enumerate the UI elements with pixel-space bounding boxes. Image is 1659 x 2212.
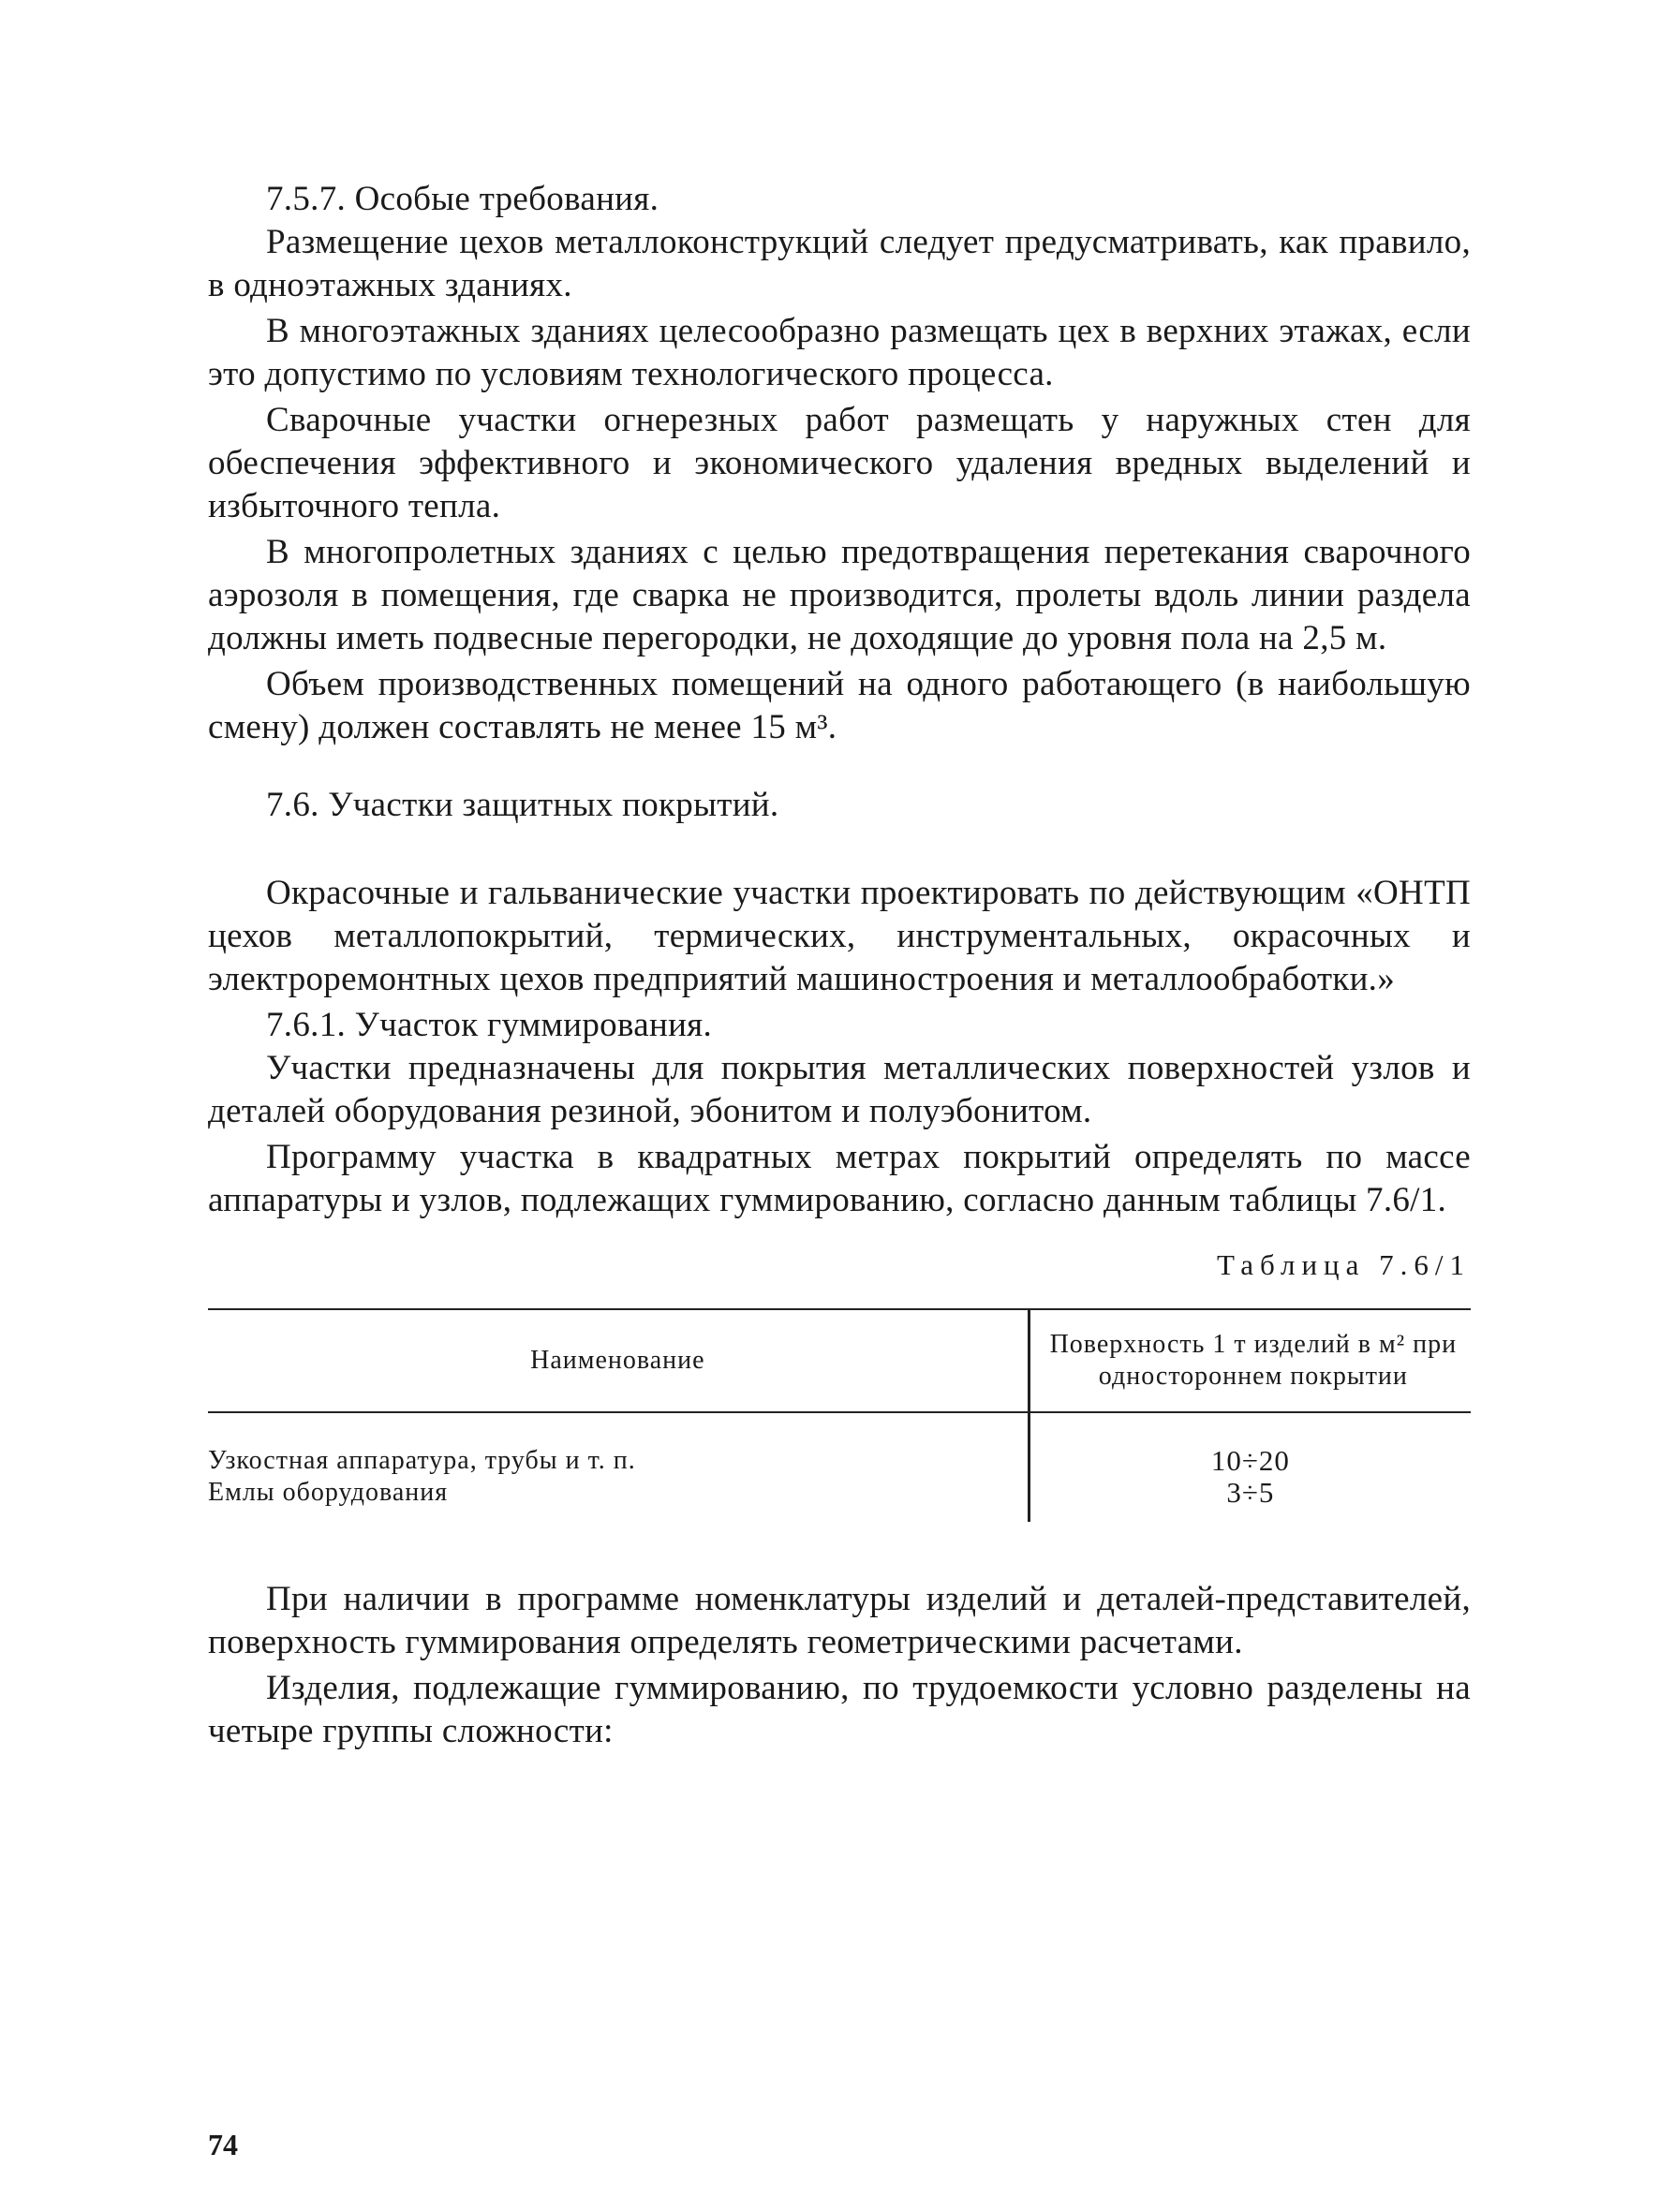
section-7-5-7-heading: 7.5.7. Особые требования. bbox=[266, 180, 659, 218]
table-header-surface: Поверхность 1 т изделий в м² при одностороннем покрытии bbox=[1029, 1309, 1471, 1412]
page-number: 74 bbox=[208, 2128, 238, 2161]
table-cell-value: 10÷20 bbox=[1029, 1412, 1471, 1477]
table-row bbox=[208, 1477, 1471, 1522]
paragraph-geometric-calculation: При наличии в программе номенклатуры изделий и деталей-представителей, поверхность гуммирования определять геометрическими расчетами. bbox=[208, 1580, 1471, 1661]
table-row bbox=[208, 1412, 1471, 1477]
table-header-name: Наименование bbox=[208, 1309, 1029, 1412]
spacer bbox=[208, 752, 1471, 784]
table-header-row bbox=[208, 1309, 1471, 1412]
surface-table bbox=[208, 1308, 1471, 1522]
paragraph-multispan-buildings: В многопролетных зданиях с целью предотвращения перетекания сварочного аэрозоля в помещения, где сварка не производится, пролеты вдоль линии раздела должны иметь подвесные перегородки, не доходящие до уровня пола на 2,5 м. bbox=[208, 533, 1471, 657]
paragraph-welding-areas: Сварочные участки огнерезных работ размещать у наружных стен для обеспечения эффективного и экономического удаления вредных выделений и избыточного тепла. bbox=[208, 401, 1471, 525]
section-7-6-heading: 7.6. Участки защитных покрытий. bbox=[266, 786, 779, 824]
section-7-6-1-heading: 7.6.1. Участок гуммирования. bbox=[266, 1006, 713, 1044]
paragraph-complexity-groups: Изделия, подлежащие гуммированию, по трудоемкости условно разделены на четыре группы сложности: bbox=[208, 1669, 1471, 1750]
spacer bbox=[208, 827, 1471, 872]
paragraph-multistorey-buildings: В многоэтажных зданиях целесообразно размещать цех в верхних этажах, если это допустимо по условиям технологического процесса. bbox=[208, 312, 1471, 393]
paragraph-metal-structures-placement: Размещение цехов металлоконструкций следует предусматривать, как правило, в одноэтажных зданиях. bbox=[208, 223, 1471, 304]
table-caption: Таблица 7.6/1 bbox=[1217, 1248, 1471, 1281]
paragraph-room-volume: Объем производственных помещений на одного работающего (в наибольшую смену) должен составлять не менее 15 м³. bbox=[208, 665, 1471, 746]
paragraph-painting-galvanic: Окрасочные и гальванические участки проектировать по действующим «ОНТП цехов металлопокрытий, термических, инструментальных, окрасочных и электроремонтных цехов предприятий машиностроения и металлообработки.» bbox=[208, 874, 1471, 998]
table-cell-value: 3÷5 bbox=[1029, 1477, 1471, 1522]
paragraph-area-program: Программу участка в квадратных метрах покрытий определять по массе аппаратуры и узлов, подлежащих гуммированию, согласно данным таблицы 7.6/1. bbox=[208, 1138, 1471, 1219]
table-cell-name: Узкостная аппаратура, трубы и т. п. bbox=[208, 1446, 636, 1475]
document-page bbox=[208, 178, 1471, 1756]
spacer bbox=[208, 1522, 1471, 1578]
paragraph-rubber-coating-purpose: Участки предназначены для покрытия металлических поверхностей узлов и деталей оборудования резиной, эбонитом и полуэбонитом. bbox=[208, 1049, 1471, 1130]
table-cell-name: Емлы оборудования bbox=[208, 1478, 449, 1507]
